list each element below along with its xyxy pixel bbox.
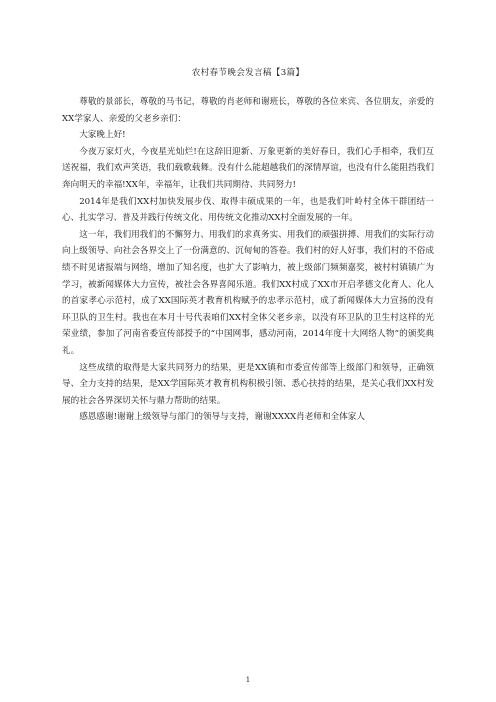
document-body (62, 94, 434, 426)
paragraph-thanks: 感恩感谢!谢谢上级领导与部门的领导与支持，谢谢XXXX肖老师和全体家人 (79, 412, 365, 423)
paragraph-achievements: 这一年，我们用我们的不懈努力、用我们的求真务实、用我们的顽强拼搏、用我们的实际行动向上级领导、向社会各界交上了一份满意的、沉甸甸的答卷。我们村的好人好事，我们村的不俗成绩不时见诸报端与网络，增加了知名度，也扩大了影响力，被上级部门频频嘉奖，被村村镇镇广为学习，被新闻媒体大力宣传，被社会各界喜闻乐道。我们XX村成了XX市开启孝德文化育人、化人的首家孝心示范村，成了XX国际英才教育机构赋予的忠孝示范村，成了新闻媒体大力宣扬的没有环卫队的卫生村。我也在本月十号代表咱们XX村全体父老乡亲，以没有环卫队的卫生村这样的光荣业绩，参加了河南省委宣传部授予的“中国网事，感动河南，2014年度十大网络人物”的颁奖典礼。 (62, 229, 434, 356)
paragraph-2014-review: 2014年是我们XX村加快发展步伐、取得丰硕成果的一年，也是我们叶岭村全体干群团结一心、扎实学习、普及并践行传统文化、用传统文化推动XX村全面发展的一年。 (62, 196, 434, 224)
paragraph-salutation: 尊敬的景部长，尊敬的马书记，尊敬的肖老师和谢班长，尊敬的各位来宾、各位朋友，亲爱的XX学家人、亲爱的父老乡亲们： (62, 97, 434, 124)
paragraph-credit: 这些成绩的取得是大家共同努力的结果，更是XX镇和市委宣传部等上级部门和领导，正确领导、全力支持的结果，是XX学国际英才教育机构积极引领、悉心扶持的结果，是关心我们XX村发展的社会各界深切关怀与鼎力帮助的结果。 (62, 362, 434, 406)
paragraph-greeting: 大家晚上好! (79, 130, 126, 141)
document-title: 农村春节晚会发言稿【3篇】 (191, 68, 305, 78)
page-number: 1 (245, 676, 251, 684)
paragraph-new-year-wishes: 今夜万家灯火，今夜星光灿烂!在这辞旧迎新、万象更新的美好春日，我们心手相牵，我们互送祝福，我们欢声笑语，我们载歌载舞。没有什么能超越我们的深情厚谊，也没有什么能阻挡我们奔向明天的幸福!XX年，幸福年，让我们共同期待、共同努力! (62, 146, 434, 190)
